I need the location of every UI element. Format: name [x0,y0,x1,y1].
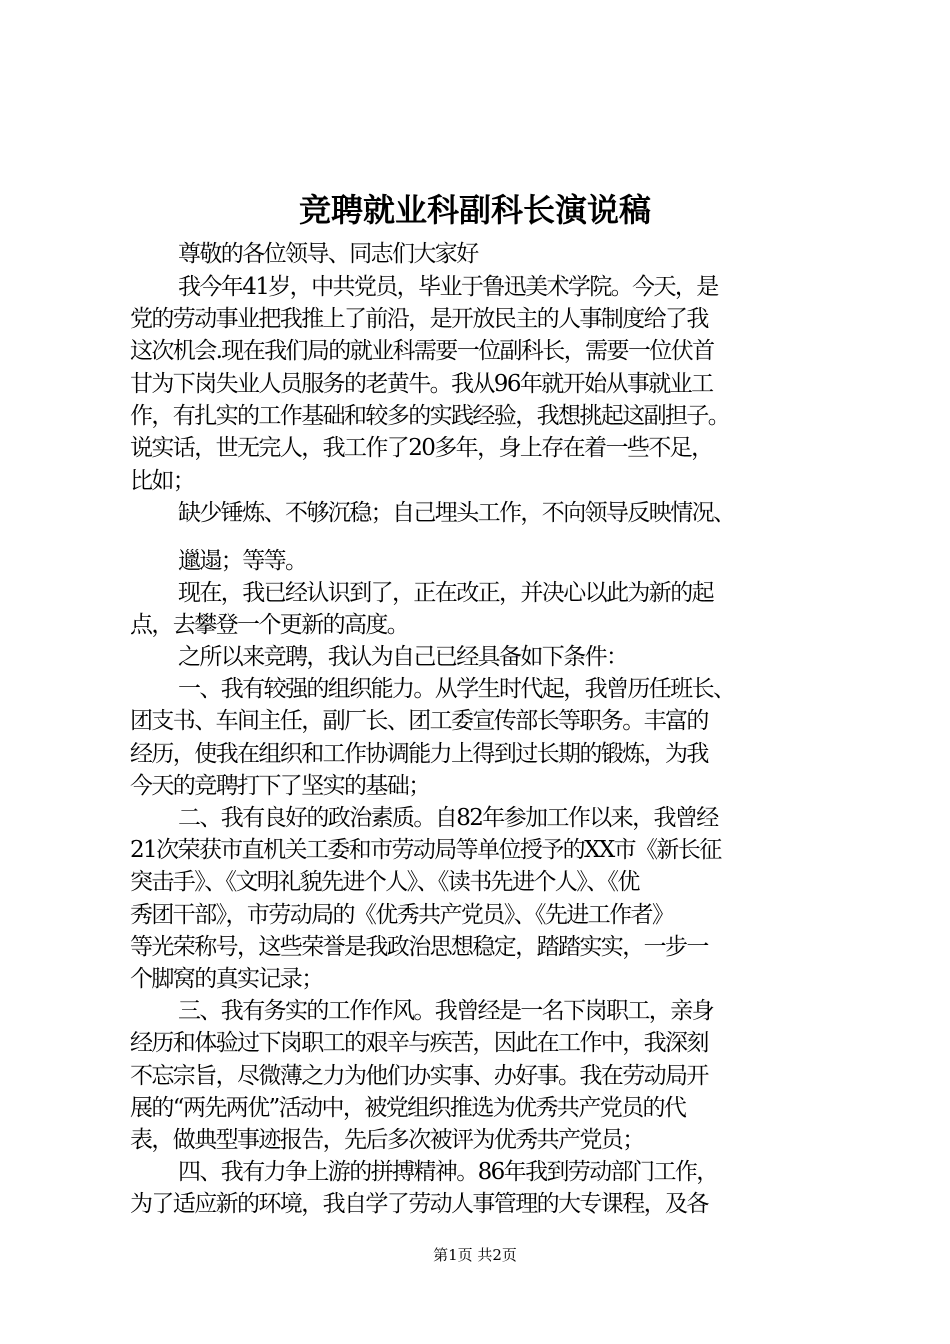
paragraph-line: 为了适应新的环境，我自学了劳动人事管理的大专课程，及各 [130,1191,708,1217]
paragraph-line: 表，做典型事迹报告，先后多次被评为优秀共产党员； [130,1127,644,1153]
paragraph-line: 这次机会.现在我们局的就业科需要一位副科长，需要一位伏首 [130,338,714,364]
paragraph-line: 经历，使我在组织和工作协调能力上得到过长期的锻炼，为我 [130,741,708,767]
paragraph-line: 经历和体验过下岗职工的艰辛与疾苦，因此在工作中，我深刻 [130,1030,708,1056]
paragraph-line: 秀团干部》，市劳动局的《优秀共产党员》、《先进工作者》 [130,902,674,928]
paragraph-line: 个脚窝的真实记录； [130,966,323,992]
paragraph-line: 一、我有较强的组织能力。从学生时代起，我曾历任班长、 [178,676,735,702]
paragraph-line: 甘为下岗失业人员服务的老黄牛。我从96年就开始从事就业工 [130,371,713,397]
paragraph-line: 三、我有务实的工作作风。我曾经是一名下岗职工，亲身 [178,998,714,1024]
paragraph-line: 作，有扎实的工作基础和较多的实践经验，我想挑起这副担子。 [130,403,730,429]
document-title: 竞聘就业科副科长演说稿 [298,191,651,229]
paragraph-line: 突击手》、《文明礼貌先进个人》、《读书先进个人》、《优 [130,869,639,895]
paragraph-line: 二、我有良好的政治素质。自82年参加工作以来，我曾经 [178,805,718,831]
paragraph-line: 21次荣获市直机关工委和市劳动局等单位授予的XX市《新长征 [130,837,721,863]
paragraph-line: 我今年41岁，中共党员，毕业于鲁迅美术学院。今天，是 [178,274,718,300]
paragraph-line: 之所以来竞聘，我认为自己已经具备如下条件： [178,644,628,670]
paragraph-line: 尊敬的各位领导、同志们大家好 [178,241,478,267]
paragraph-line: 等光荣称号，这些荣誉是我政治思想稳定，踏踏实实，一步一 [130,934,708,960]
paragraph-line: 比如； [130,468,195,494]
paragraph-line: 四、我有力争上游的拼搏精神。86年我到劳动部门工作， [178,1159,718,1185]
paragraph-line: 说实话，世无完人，我工作了20多年，身上存在着一些不足， [130,435,713,461]
paragraph-line: 展的“两先两优”活动中，被党组织推选为优秀共产党员的代 [130,1095,686,1121]
paragraph-line: 邋遢；等等。 [178,548,307,574]
paragraph-line: 不忘宗旨，尽微薄之力为他们办实事、办好事。我在劳动局开 [130,1063,708,1089]
paragraph-line: 今天的竞聘打下了坚实的基础； [130,773,430,799]
paragraph-line: 缺少锤炼、不够沉稳；自己埋头工作，不向领导反映情况、 [178,500,735,526]
page-footer: 第1页 共2页 [433,1246,517,1264]
paragraph-line: 党的劳动事业把我推上了前沿，是开放民主的人事制度给了我 [130,306,708,332]
paragraph-line: 现在，我已经认识到了，正在改正，并决心以此为新的起 [178,580,714,606]
paragraph-line: 点，去攀登一个更新的高度。 [130,612,409,638]
paragraph-line: 团支书、车间主任，副厂长、团工委宣传部长等职务。丰富的 [130,708,708,734]
